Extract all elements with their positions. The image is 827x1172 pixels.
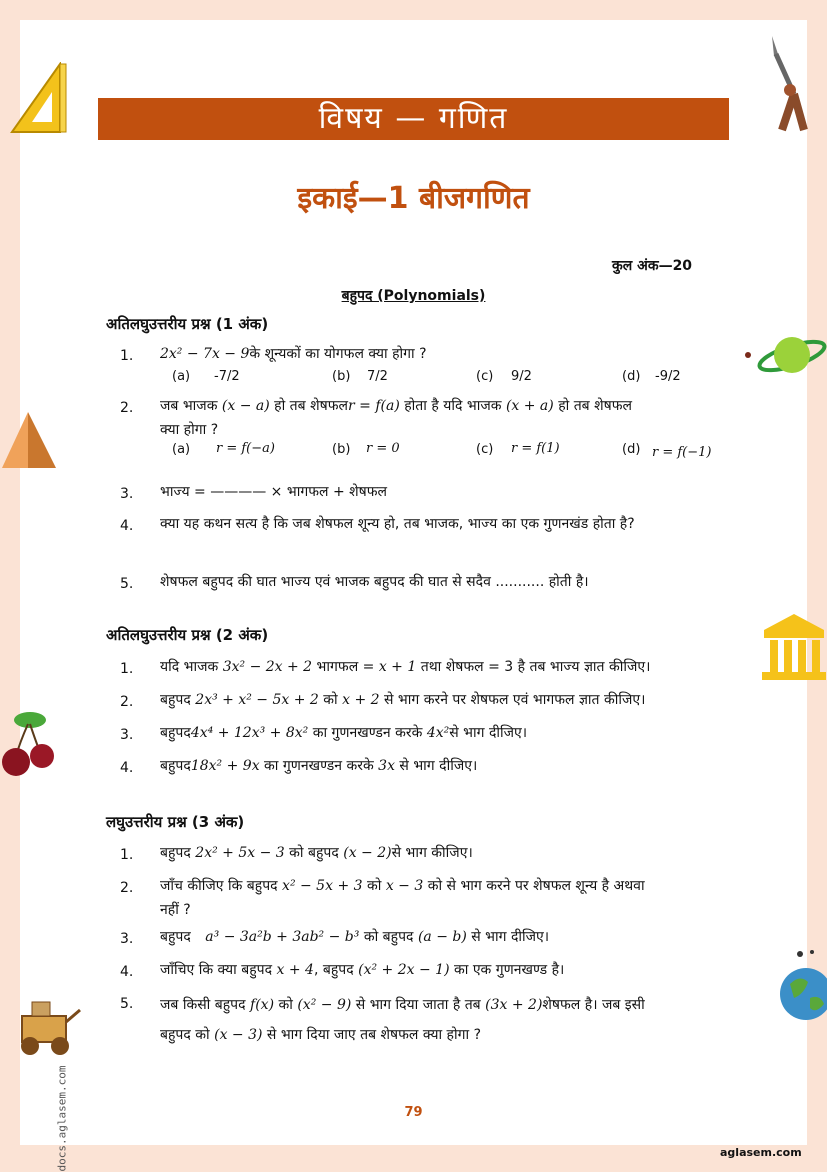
unit-title: इकाई—1 बीजगणित [297,181,530,216]
math-expression: (x − a) [221,398,270,414]
question-number: 5. [120,576,134,592]
question-number: 4. [120,964,134,980]
question-text [160,841,775,865]
question-text: भाज्य = ———— × भागफल + शेषफल [160,484,388,500]
option-label: (d) [622,369,641,384]
page-number: 79 [404,1105,423,1120]
question-phrase: को से भाग करने पर शेषफल शून्य है अथवा [427,878,645,894]
pyramid-icon [0,410,58,470]
question-phrase: जाँच कीजिए कि बहुपद [160,878,278,894]
question-text [160,874,775,922]
math-expression: (x² − 9) [297,997,352,1013]
option-label: (c) [476,442,494,457]
watermark: docs.aglasem.com [55,1065,69,1172]
math-expression: 18x² + 9x [190,758,260,774]
option-label: (c) [476,369,494,384]
question-phrase: , बहुपद [313,962,354,978]
question-text [160,688,775,712]
section-heading-1: अतिलघुउत्तरीय प्रश्न (1 अंक) [106,315,269,333]
question-text [160,754,775,778]
section-heading-2: अतिलघुउत्तरीय प्रश्न (2 अंक) [106,626,269,644]
question-phrase: तथा शेषफल = 3 है तब भाज्य ज्ञात कीजिए। [420,659,651,675]
math-expression: f(x) [250,997,275,1013]
question-text [160,925,775,949]
question-text [160,342,775,366]
question-text: शेषफल बहुपद की घात भाज्य एवं भाजक बहुपद की घात से सदैव ........... होती है। [160,574,589,590]
question-phrase: का गुणनखण्डन करके [264,758,374,774]
option-value: r = f(−1) [652,445,712,460]
option-value: 7/2 [367,369,388,384]
math-expression: (x + a) [505,398,554,414]
question-phrase: से भाग कीजिए। [391,845,473,861]
question-phrase: का गुणनखण्डन करके [312,725,423,741]
question-phrase: के शून्यकों का योगफल क्या होगा ? [249,346,427,362]
math-expression: (x − 3) [214,1027,263,1043]
math-expression: 2x² + 5x − 3 [195,845,285,861]
question-number: 1. [120,348,134,364]
question-number: 4. [120,518,134,534]
question-phrase: जब किसी बहुपद [160,997,246,1013]
question-number: 2. [120,400,134,416]
math-expression: (x − 2) [343,845,392,861]
math-expression: x + 4 [276,962,314,978]
question-phrase: क्या होगा ? [160,422,219,438]
question-number: 2. [120,694,134,710]
question-phrase: को बहुपद [363,929,414,945]
question-text [160,394,775,442]
cherries-icon [0,708,60,780]
globe-icon [776,948,827,1024]
option-value: -7/2 [214,369,240,384]
question-text [160,655,775,679]
question-text [160,990,775,1050]
question-phrase: जाँचिए कि क्या बहुपद [160,962,273,978]
math-expression: r = f(a) [348,398,400,414]
question-phrase: से भाग दीजिए। [449,725,528,741]
math-expression: a³ − 3a²b + 3ab² − b³ [205,929,360,945]
math-expression: 4x⁴ + 12x³ + 8x² [190,725,309,741]
question-phrase: बहुपद को [160,1027,210,1043]
question-phrase: से भाग करने पर शेषफल एवं भागफल ज्ञात कीजिए। [384,692,646,708]
math-expression: x − 3 [385,878,424,894]
question-phrase: भागफल = [316,659,375,675]
compass-tool-icon [764,34,810,134]
math-expression: 3x² − 2x + 2 [222,659,313,675]
subject-title: विषय — गणित [98,98,729,140]
robot-icon [8,996,84,1058]
total-marks: कुल अंक—20 [612,258,693,274]
question-phrase: से भाग दिया जाता है तब [355,997,481,1013]
question-number: 3. [120,486,134,502]
question-phrase: से भाग दीजिए। [471,929,550,945]
question-text [160,721,775,745]
option-label: (a) [172,442,191,457]
question-number: 4. [120,760,134,776]
question-number: 5. [120,996,134,1012]
question-number: 2. [120,880,134,896]
section-heading-3: लघुउत्तरीय प्रश्न (3 अंक) [106,813,245,831]
question-phrase: नहीं ? [160,902,191,918]
question-phrase: से भाग दिया जाए तब शेषफल क्या होगा ? [266,1027,482,1043]
option-label: (a) [172,369,191,384]
math-expression: 3x [378,758,395,774]
math-expression: x + 2 [342,692,380,708]
question-phrase: होता है यदि भाजक [404,398,502,414]
question-phrase: बहुपद [160,725,191,741]
topic-heading: बहुपद (Polynomials) [341,288,486,304]
question-number: 3. [120,727,134,743]
option-label: (d) [622,442,641,457]
question-number: 1. [120,847,134,863]
question-phrase: बहुपद [160,758,191,774]
question-phrase: को [323,692,338,708]
question-phrase: बहुपद [160,692,191,708]
math-expression: 2x² − 7x − 9 [160,346,250,362]
question-phrase: को [366,878,382,894]
math-expression: (a − b) [417,929,467,945]
question-phrase: से भाग दीजिए। [399,758,478,774]
option-value: r = f(−a) [216,441,275,456]
question-phrase: बहुपद [160,929,191,945]
question-phrase: का एक गुणनखण्ड है। [453,962,565,978]
math-expression: (x² + 2x − 1) [358,962,450,978]
option-label: (b) [332,369,351,384]
question-phrase: शेषफल है। जब इसी [542,997,645,1013]
option-label: (b) [332,442,351,457]
math-expression: 2x³ + x² − 5x + 2 [195,692,319,708]
question-phrase: हो तब शेषफल [274,398,348,414]
math-expression: 4x² [426,725,450,741]
math-expression: x² − 5x + 3 [282,878,363,894]
option-value: r = f(1) [511,441,560,456]
math-expression: (3x + 2) [485,997,543,1013]
math-expression: x + 1 [378,659,417,675]
question-phrase: को बहुपद [289,845,339,861]
question-phrase: बहुपद [160,845,191,861]
question-phrase: को [278,997,293,1013]
question-text: क्या यह कथन सत्य है कि जब शेषफल शून्य हो, तब भाजक, भाज्य का एक गुणनखंड होता है? [160,516,635,532]
question-number: 3. [120,931,134,947]
site-label: aglasem.com [720,1146,802,1159]
option-value: 9/2 [511,369,532,384]
ruler-triangle-icon [4,62,68,134]
question-phrase: हो तब शेषफल [558,398,633,414]
option-value: -9/2 [655,369,681,384]
option-value: r = 0 [366,441,400,456]
question-phrase: जब भाजक [160,398,218,414]
question-text [160,958,775,982]
question-number: 1. [120,661,134,677]
question-phrase: यदि भाजक [160,659,219,675]
